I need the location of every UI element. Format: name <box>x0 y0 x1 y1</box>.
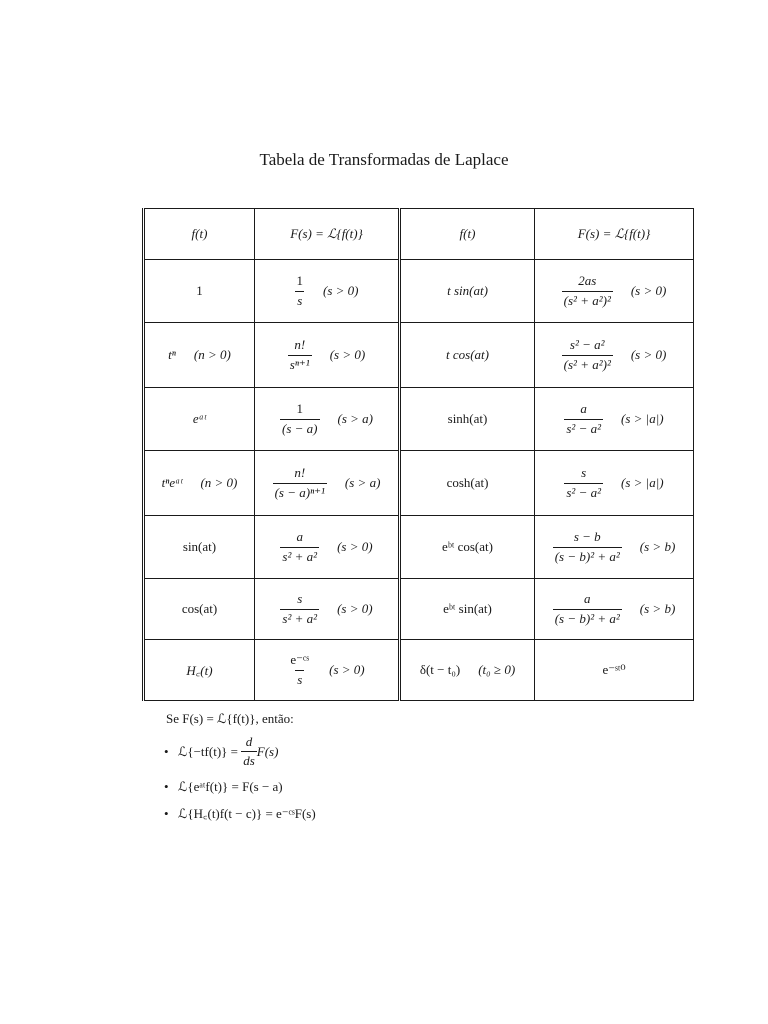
transform-cell: $\frac{a}{\text{(s − b)² + a²}}$ (s > b) <box>535 579 694 640</box>
table-row <box>144 388 694 451</box>
header-F-right: F(s) = ℒ{f(t)} <box>535 209 694 260</box>
header-f-right: f(t) <box>400 209 535 260</box>
function-cell: δ(t − t₀) (t₀ ≥ 0) <box>400 640 535 701</box>
function-cell: tⁿeᵃᵗ (n > 0) <box>144 451 255 516</box>
table-row <box>144 323 694 388</box>
function-cell: eᵃᵗ <box>144 388 255 451</box>
transform-cell: e⁻ˢᵗ⁰ <box>535 640 694 701</box>
header-f-left: f(t) <box>144 209 255 260</box>
transform-cell: $\frac{2as}{\text{(s² + a²)²}}$ (s > 0) <box>535 260 694 323</box>
list-item: • ℒ{−tf(t)} = $\frac{d}{ds}$ F(s) <box>164 733 279 768</box>
table-header-row <box>144 209 694 260</box>
header-F-left: F(s) = ℒ{f(t)} <box>255 209 400 260</box>
transform-cell: $\frac{n!}{\text{(s − a)ⁿ⁺¹}}$ (s > a) <box>255 451 400 516</box>
laplace-table <box>142 208 694 701</box>
bullet-icon: • <box>164 779 169 795</box>
function-cell: cos(at) <box>144 579 255 640</box>
properties-notes <box>166 710 316 831</box>
table-row <box>144 516 694 579</box>
transform-cell: $\frac{\text{e⁻ᶜˢ}}{s}$ (s > 0) <box>255 640 400 701</box>
function-cell: eᵇᵗ cos(at) <box>400 516 535 579</box>
transform-cell: $\frac{1}{(s - a)}$ (s > a) <box>255 388 400 451</box>
function-cell: eᵇᵗ sin(at) <box>400 579 535 640</box>
function-cell: cosh(at) <box>400 451 535 516</box>
table-row <box>144 451 694 516</box>
function-cell: tⁿ (n > 0) <box>144 323 255 388</box>
function-cell: H꜀(t) <box>144 640 255 701</box>
function-cell: sin(at) <box>144 516 255 579</box>
list-item: • ℒ{eᵃᵗf(t)} = F(s − a) <box>164 779 283 795</box>
bullet-icon: • <box>164 805 169 821</box>
table-row <box>144 640 694 701</box>
transform-cell: $\frac{\text{s² − a²}}{\text{(s² + a²)²}}$ (s > 0) <box>535 323 694 388</box>
transform-cell: $\frac{a}{\text{s² − a²}}$ (s > |a|) <box>535 388 694 451</box>
function-cell: 1 <box>144 260 255 323</box>
transform-cell: $\frac{s}{\text{s² − a²}}$ (s > |a|) <box>535 451 694 516</box>
transform-cell: $\frac{a}{\text{s² + a²}}$ (s > 0) <box>255 516 400 579</box>
transform-cell: $\frac{1}{s}$ (s > 0) <box>255 260 400 323</box>
transform-cell: $\frac{n!}{\text{sⁿ⁺¹}}$ (s > 0) <box>255 323 400 388</box>
transform-cell: $\frac{s - b}{\text{(s − b)² + a²}}$ (s > b) <box>535 516 694 579</box>
bullet-icon: • <box>164 743 169 759</box>
page-title: Tabela de Transformadas de Laplace <box>259 150 509 169</box>
table-row <box>144 260 694 323</box>
function-cell: t sin(at) <box>400 260 535 323</box>
notes-intro: Se F(s) = ℒ{f(t)}, então: <box>166 711 294 726</box>
properties-list <box>166 734 316 823</box>
derivative-fraction: $\frac{d}{ds}$ <box>243 733 255 768</box>
table-row <box>144 579 694 640</box>
transform-cell: $\frac{s}{\text{s² + a²}}$ (s > 0) <box>255 579 400 640</box>
function-cell: t cos(at) <box>400 323 535 388</box>
list-item: • ℒ{H꜀(t)f(t − c)} = e⁻ᶜˢF(s) <box>164 805 316 821</box>
function-cell: sinh(at) <box>400 388 535 451</box>
